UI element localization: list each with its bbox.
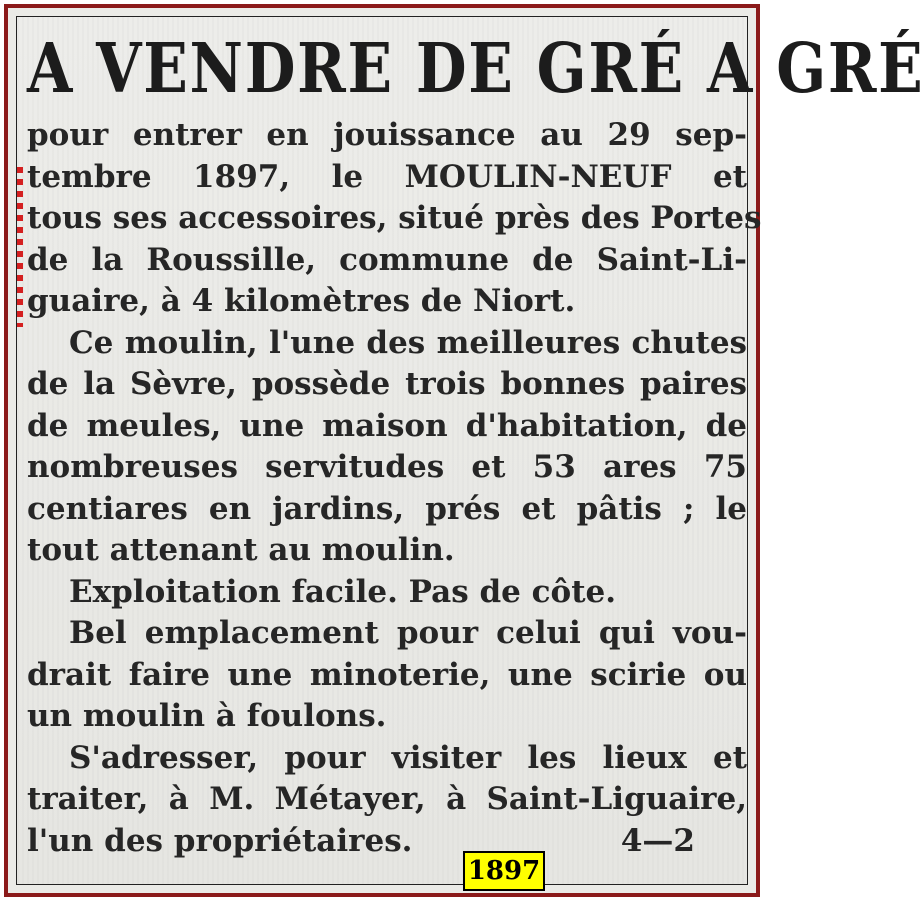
text-line: Exploitation facile. Pas de côte. (69, 573, 617, 610)
text-line: pour entrer en jouissance au 29 sep- (27, 117, 747, 153)
text-line: centiares en jardins, prés et pâtis ; le (27, 490, 747, 527)
year-badge: 1897 (463, 851, 545, 891)
text-line: Ce moulin, l'une des meilleures chutes (69, 324, 747, 361)
text-line: de la Sèvre, possède trois bonnes paires (27, 366, 747, 402)
headline: A VENDRE DE GRÉ A GRÉ (27, 29, 924, 109)
text-line: S'adresser, pour visiter les lieux et (69, 739, 747, 776)
margin-marker (17, 167, 23, 327)
advertisement-body (27, 115, 762, 862)
text-line: drait faire une minoterie, une scirie ou (27, 656, 747, 693)
outer-frame (4, 4, 924, 897)
text-line: tous ses accessoires, situé près des Portes (27, 200, 762, 236)
text-line: de la Roussille, commune de Saint-Li- (27, 241, 747, 278)
text-line: guaire, à 4 kilomètres de Niort. (27, 283, 576, 319)
text-line: l'un des propriétaires. (27, 822, 413, 859)
ad-code: 4—2 (620, 822, 695, 859)
text-line: Bel emplacement pour celui qui vou- (69, 615, 747, 651)
text-line: de meules, une maison d'habitation, de (27, 407, 747, 444)
newspaper-clipping (16, 16, 924, 886)
text-line: traiter, à M. Métayer, à Saint-Liguaire, (27, 781, 747, 817)
text-line: un moulin à foulons. (27, 698, 387, 734)
text-line: tembre 1897, le MOULIN-NEUF et (27, 158, 747, 195)
text-line-final (27, 821, 747, 863)
text-line: nombreuses servitudes et 53 ares 75 (27, 449, 747, 485)
text-line: tout attenant au moulin. (27, 532, 455, 568)
